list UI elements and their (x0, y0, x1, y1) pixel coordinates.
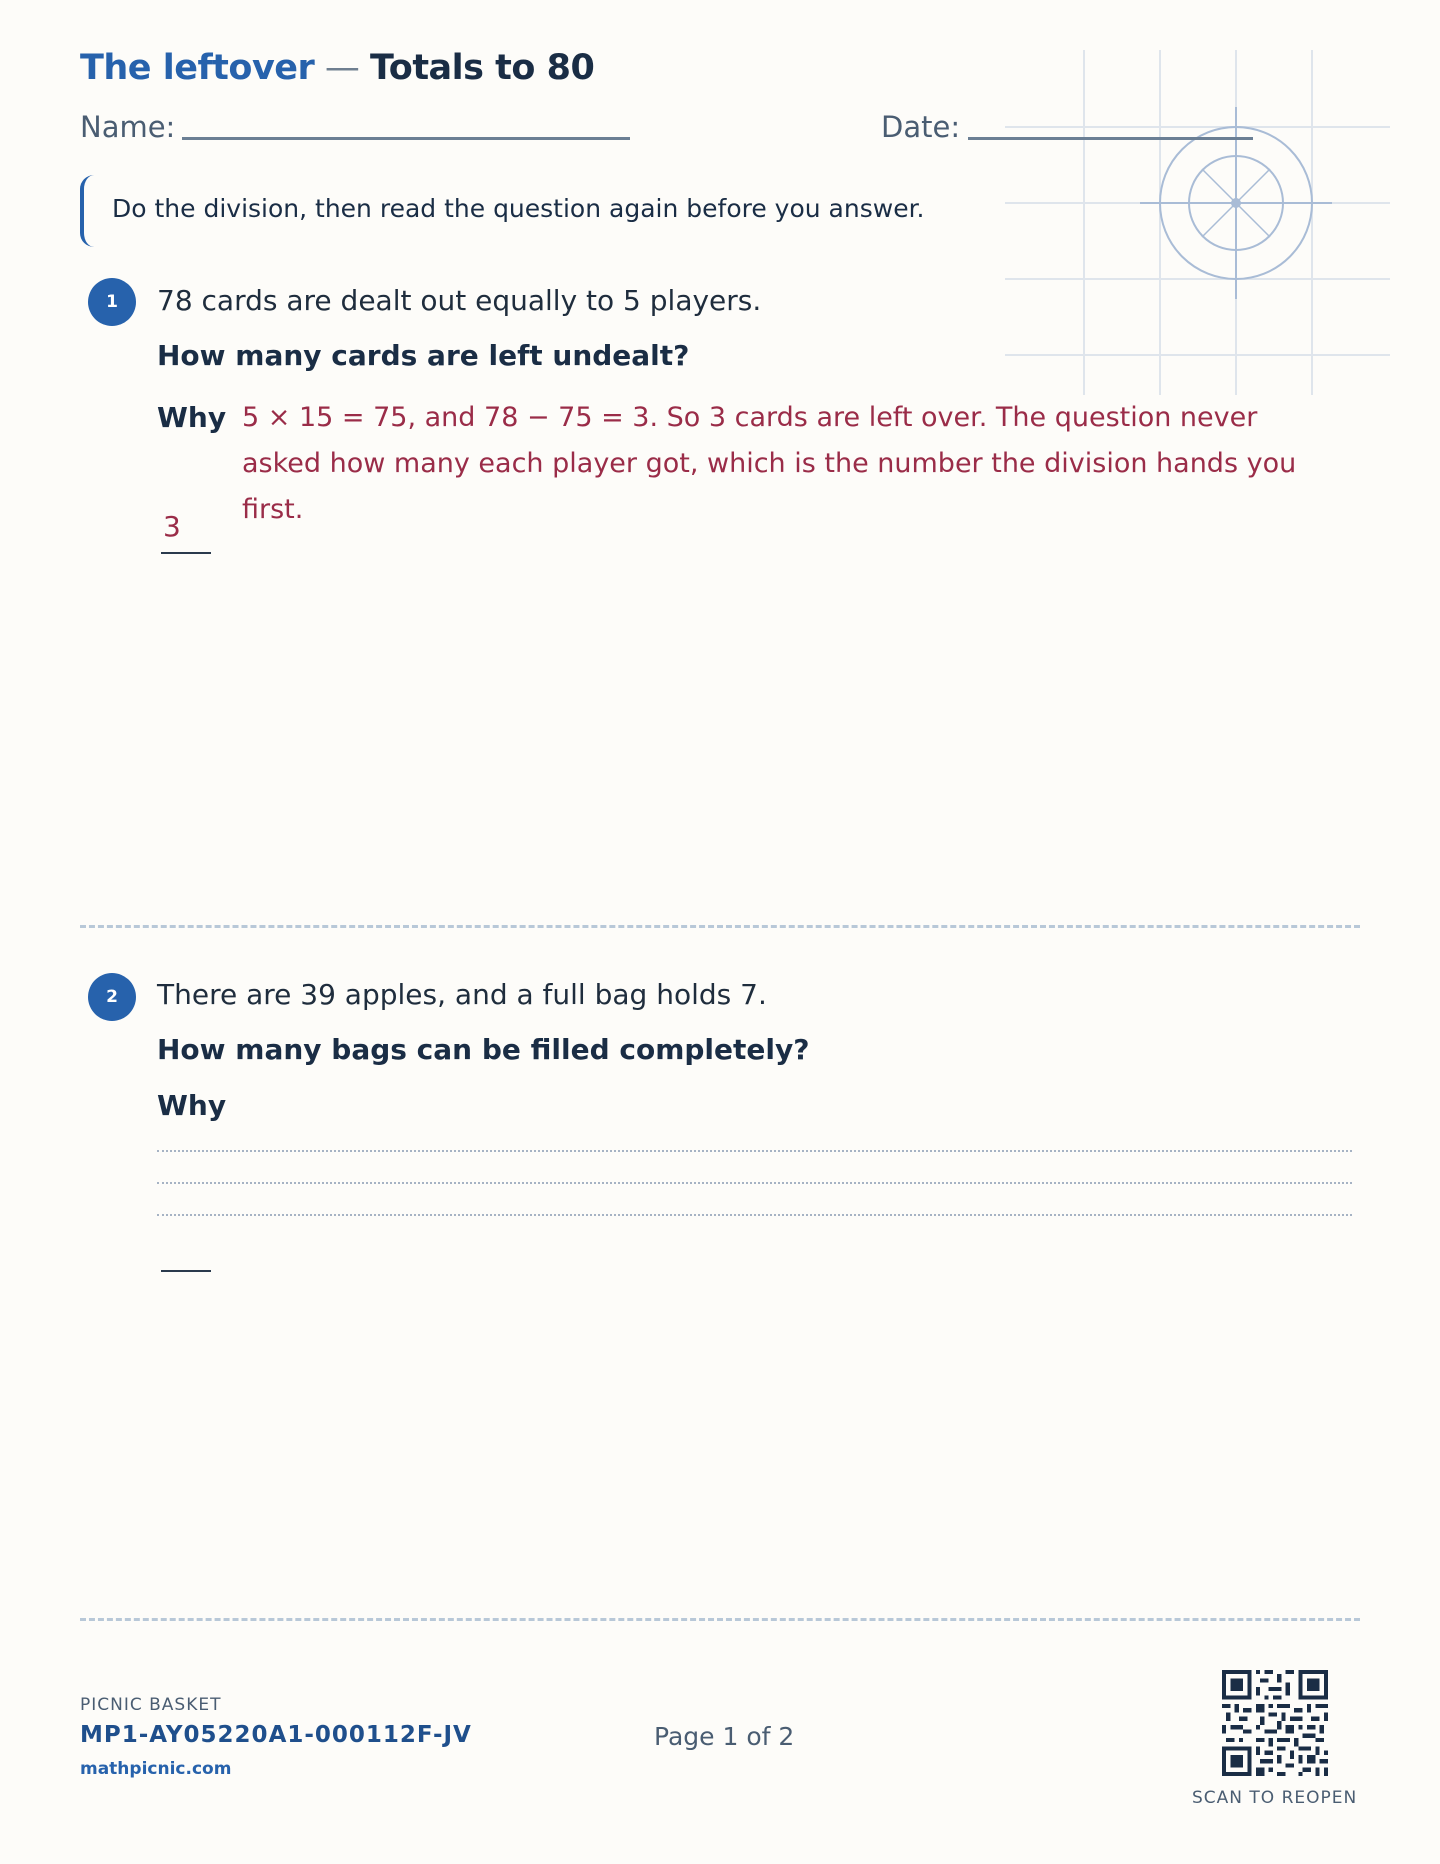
question-number-badge: 2 (88, 973, 136, 1021)
question-stem: 78 cards are dealt out equally to 5 players. (157, 284, 762, 317)
page-title (80, 48, 594, 88)
name-field[interactable] (182, 137, 630, 140)
answer-line[interactable] (161, 1270, 211, 1272)
question-number-badge: 1 (88, 278, 136, 326)
instruction-text: Do the division, then read the question again before you answer. (112, 194, 925, 223)
why-label: Why (157, 1089, 227, 1122)
question-divider (80, 925, 1360, 928)
title-separator: — (314, 48, 371, 88)
name-label: Name: (80, 110, 176, 144)
why-writing-line[interactable] (157, 1150, 1352, 1152)
question-ask: How many cards are left undealt? (157, 339, 690, 372)
date-field[interactable] (968, 137, 1253, 140)
answer-value: 3 (163, 510, 181, 543)
crosshair-grid-icon (1005, 50, 1390, 395)
scan-caption: SCAN TO REOPEN (1192, 1788, 1358, 1808)
title-subtitle: Totals to 80 (370, 48, 595, 88)
why-explanation: 5 × 15 = 75, and 78 − 75 = 3. So 3 cards are left over. The question never asked how many each player got, which is the number the division hands you first. (242, 402, 1297, 525)
qr-code-icon[interactable] (1222, 1670, 1328, 1776)
why-label: Why (157, 401, 227, 434)
site-link[interactable]: mathpicnic.com (80, 1759, 232, 1779)
answer-line[interactable] (161, 552, 211, 554)
footer-divider (80, 1618, 1360, 1621)
footer-brand: PICNIC BASKET (80, 1695, 222, 1715)
title-topic: The leftover (80, 48, 315, 88)
question-ask: How many bags can be filled completely? (157, 1033, 810, 1066)
instruction-bracket (80, 175, 96, 247)
worksheet-code: MP1-AY05220A1-000112F-JV (80, 1722, 472, 1748)
why-writing-line[interactable] (157, 1182, 1352, 1184)
date-label: Date: (881, 110, 961, 144)
page-indicator: Page 1 of 2 (654, 1722, 795, 1751)
question-stem: There are 39 apples, and a full bag holds 7. (157, 978, 767, 1011)
why-writing-line[interactable] (157, 1214, 1352, 1216)
